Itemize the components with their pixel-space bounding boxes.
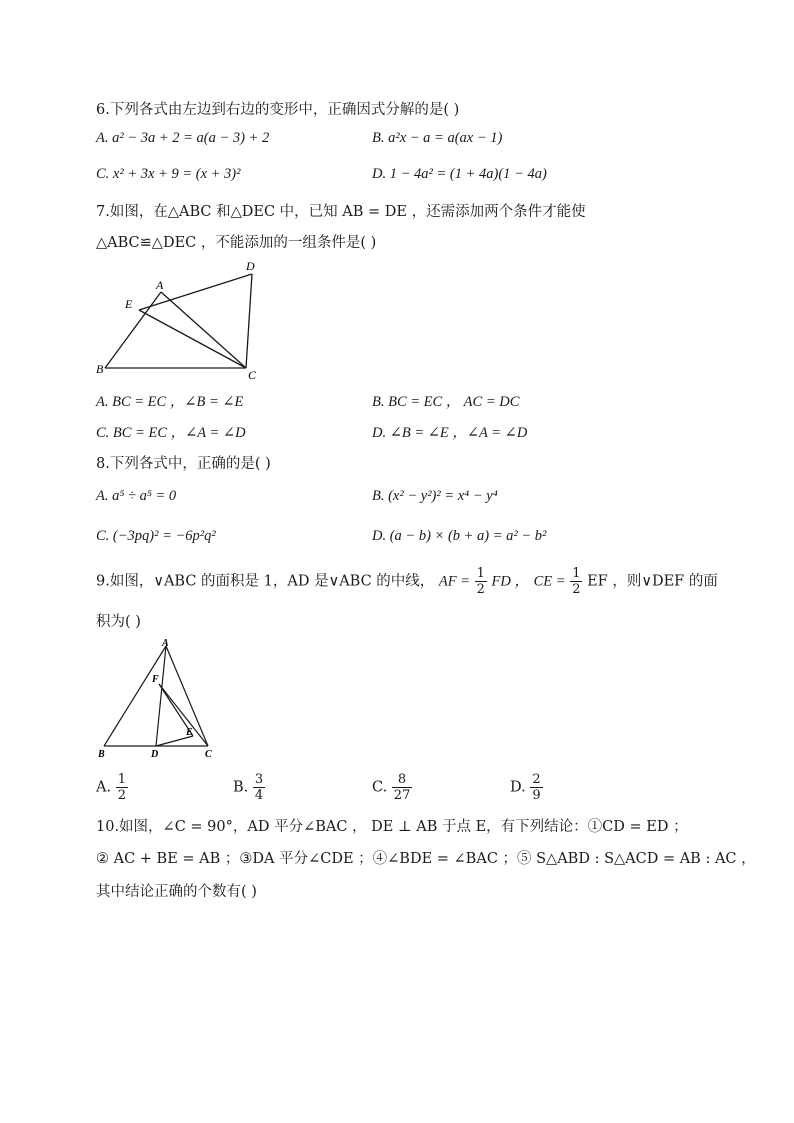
q7-option-d: D. ∠B = ∠E ，∠A = ∠D bbox=[372, 425, 528, 441]
q9-option-d-fraction bbox=[530, 772, 542, 803]
q7-option-a: A. BC = EC ，∠B = ∠E bbox=[96, 394, 244, 410]
q9-option-b-letter: B. bbox=[233, 779, 249, 796]
q6-option-b: B. a²x − a = a(ax − 1) bbox=[372, 130, 503, 146]
q9-af-denominator: 2 bbox=[476, 582, 485, 597]
q9-option-c-denominator: 27 bbox=[393, 788, 411, 803]
q9-option-c-fraction bbox=[392, 772, 413, 803]
q9-stem-pre: 9.如图，∨ABC 的面积是 1，AD 是∨ABC 的中线， bbox=[96, 573, 435, 590]
q9-option-a-numerator: 1 bbox=[117, 772, 126, 787]
q9-label-d: D bbox=[151, 749, 159, 760]
q8-option-c: C. (−3pq)² = −6p²q² bbox=[96, 528, 216, 544]
q9-option-d bbox=[510, 772, 543, 803]
q7-label-c: C bbox=[248, 368, 257, 382]
q9-af-fraction bbox=[475, 566, 487, 597]
q9-label-c: C bbox=[205, 749, 212, 760]
q8-option-d: D. (a − b) × (b + a) = a² − b² bbox=[372, 528, 547, 544]
q8-stem: 8.下列各式中，正确的是( ) bbox=[96, 456, 271, 472]
q9-figure bbox=[94, 636, 220, 760]
q6-option-c: C. x² + 3x + 9 = (x + 3)² bbox=[96, 166, 241, 182]
q9-label-b: B bbox=[98, 749, 105, 760]
q9-option-b-denominator: 4 bbox=[254, 788, 264, 803]
q9-option-b-fraction bbox=[253, 772, 265, 803]
q6-option-a: A. a² − 3a + 2 = a(a − 3) + 2 bbox=[96, 130, 270, 146]
q8-option-b: B. (x² − y²)² = x⁴ − y⁴ bbox=[372, 488, 498, 504]
q9-option-d-denominator: 9 bbox=[532, 788, 541, 803]
q9-af-numerator: 1 bbox=[476, 566, 485, 581]
q7-option-c: C. BC = EC ，∠A = ∠D bbox=[96, 425, 246, 441]
q10-stem-line3: 其中结论正确的个数有( ) bbox=[96, 884, 257, 900]
q9-option-c-letter: C. bbox=[372, 779, 388, 796]
q9-option-c bbox=[372, 772, 412, 803]
q7-label-e: E bbox=[125, 297, 133, 311]
q9-option-b-numerator: 3 bbox=[254, 772, 264, 787]
q9-label-f: F bbox=[152, 674, 159, 685]
q9-option-d-numerator: 2 bbox=[532, 772, 541, 787]
q9-ce-fraction bbox=[570, 566, 582, 597]
q10-stem-line1: 10.如图，∠C = 90°，AD 平分∠BAC ， DE ⊥ AB 于点 E，有下列结论：①CD = ED ； bbox=[96, 819, 688, 835]
q9-option-b bbox=[233, 772, 265, 803]
q9-ce-left: CE = bbox=[533, 573, 566, 590]
q9-label-a: A bbox=[162, 638, 169, 649]
q9-ce-right: EF ，则∨DEF 的面 bbox=[587, 573, 718, 590]
q7-figure bbox=[92, 256, 272, 384]
q7-label-b: B bbox=[96, 362, 104, 376]
q9-stem-line2: 积为( ) bbox=[96, 614, 141, 630]
q8-option-a: A. a⁵ ÷ a⁵ = 0 bbox=[96, 488, 177, 504]
q9-option-c-numerator: 8 bbox=[392, 772, 413, 788]
q6-stem: 6.下列各式由左边到右边的变形中，正确因式分解的是( ) bbox=[96, 102, 460, 118]
q7-stem-line2: △ABC≌△DEC ，不能添加的一组条件是( ) bbox=[96, 235, 377, 251]
q7-option-b: B. BC = EC ， AC = DC bbox=[372, 394, 520, 410]
q9-label-e: E bbox=[186, 727, 193, 738]
q6-option-d: D. 1 − 4a² = (1 + 4a)(1 − 4a) bbox=[372, 166, 547, 182]
q9-af-right: FD ， bbox=[491, 573, 530, 590]
q9-option-a bbox=[96, 772, 128, 803]
q9-ce-numerator: 1 bbox=[572, 566, 581, 581]
q9-ce-denominator: 2 bbox=[572, 582, 581, 597]
q9-af-left: AF = bbox=[438, 573, 471, 590]
q9-option-a-denominator: 2 bbox=[117, 788, 126, 803]
q9-option-a-fraction bbox=[116, 772, 128, 803]
q9-stem-line1 bbox=[96, 566, 718, 597]
q9-option-d-letter: D. bbox=[510, 779, 526, 796]
q10-stem-line2: ② AC + BE = AB ；③DA 平分∠CDE ；④∠BDE = ∠BAC ；⑤ S△ABD : S△ACD = AB : AC ， bbox=[96, 851, 756, 867]
q7-label-a: A bbox=[156, 278, 164, 292]
q9-option-a-letter: A. bbox=[96, 779, 112, 796]
q7-stem-line1: 7.如图，在△ABC 和△DEC 中，已知 AB = DE ，还需添加两个条件才能使 bbox=[96, 204, 586, 220]
q7-label-d: D bbox=[246, 259, 255, 273]
